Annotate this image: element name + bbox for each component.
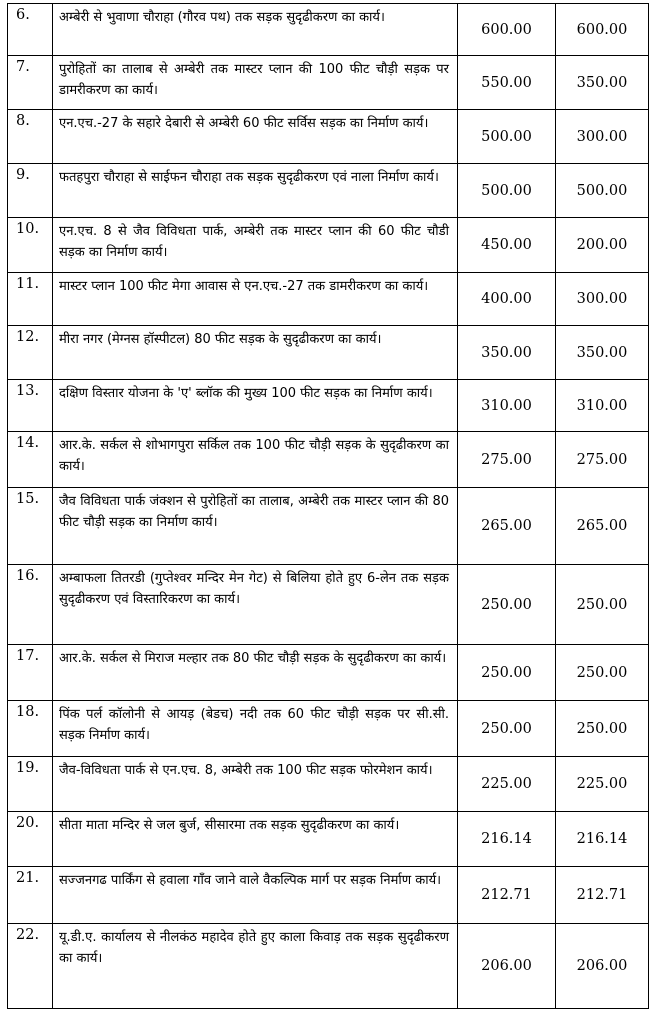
table-row — [8, 645, 649, 701]
amount-allocated: 216.14 — [556, 812, 649, 867]
table-row — [8, 867, 649, 924]
work-description: मास्टर प्लान 100 फीट मेगा आवास से एन.एच.-27 तक डामरीकरण का कार्य। — [53, 273, 458, 326]
amount-allocated: 300.00 — [556, 110, 649, 164]
amount-sanctioned: 600.00 — [458, 4, 556, 56]
row-number: 18. — [8, 701, 53, 757]
table-row — [8, 757, 649, 812]
amount-allocated: 250.00 — [556, 645, 649, 701]
table-body — [8, 4, 649, 1009]
amount-sanctioned: 310.00 — [458, 380, 556, 432]
row-number: 7. — [8, 56, 53, 110]
amount-allocated: 600.00 — [556, 4, 649, 56]
table-row — [8, 218, 649, 273]
amount-allocated: 250.00 — [556, 565, 649, 645]
table-row — [8, 4, 649, 56]
work-description: दक्षिण विस्तार योजना के 'ए' ब्लॉक की मुख्य 100 फीट सड़क का निर्माण कार्य। — [53, 380, 458, 432]
work-description: पुरोहितों का तालाब से अम्बेरी तक मास्टर प्लान की 100 फीट चौड़ी सड़क पर डामरीकरण का कार्य। — [53, 56, 458, 110]
amount-sanctioned: 250.00 — [458, 701, 556, 757]
table-row — [8, 326, 649, 380]
amount-allocated: 250.00 — [556, 701, 649, 757]
work-description: जैव विविधता पार्क जंक्शन से पुरोहितों का तालाब, अम्बेरी तक मास्टर प्लान की 80 फीट चौड़ी सड़क का निर्माण कार्य। — [53, 488, 458, 565]
row-number: 22. — [8, 924, 53, 1009]
row-number: 12. — [8, 326, 53, 380]
table-row — [8, 380, 649, 432]
work-description: एन.एच. 8 से जैव विविधता पार्क, अम्बेरी तक मास्टर प्लान की 60 फीट चौडी सड़क का निर्माण कार्य। — [53, 218, 458, 273]
amount-allocated: 310.00 — [556, 380, 649, 432]
amount-allocated: 500.00 — [556, 164, 649, 218]
row-number: 17. — [8, 645, 53, 701]
work-description: सज्जनगढ पार्किंग से हवाला गाँव जाने वाले वैकल्पिक मार्ग पर सड़क निर्माण कार्य। — [53, 867, 458, 924]
work-description: आर.के. सर्कल से मिराज मल्हार तक 80 फीट चौड़ी सड़क के सुदृढीकरण का कार्य। — [53, 645, 458, 701]
table-row — [8, 701, 649, 757]
amount-sanctioned: 350.00 — [458, 326, 556, 380]
amount-sanctioned: 212.71 — [458, 867, 556, 924]
amount-sanctioned: 216.14 — [458, 812, 556, 867]
work-description: अम्बाफला तितरडी (गुप्तेश्वर मन्दिर मेन गेट) से बिलिया होते हुए 6-लेन तक सड़क सुदृढीकरण एवं विस्तारिकरण का कार्य। — [53, 565, 458, 645]
amount-sanctioned: 206.00 — [458, 924, 556, 1009]
table-row — [8, 565, 649, 645]
row-number: 16. — [8, 565, 53, 645]
amount-allocated: 265.00 — [556, 488, 649, 565]
row-number: 19. — [8, 757, 53, 812]
amount-allocated: 275.00 — [556, 432, 649, 488]
table-row — [8, 273, 649, 326]
amount-allocated: 350.00 — [556, 326, 649, 380]
row-number: 15. — [8, 488, 53, 565]
row-number: 14. — [8, 432, 53, 488]
amount-allocated: 300.00 — [556, 273, 649, 326]
table-row — [8, 432, 649, 488]
amount-sanctioned: 400.00 — [458, 273, 556, 326]
row-number: 21. — [8, 867, 53, 924]
amount-sanctioned: 500.00 — [458, 164, 556, 218]
table-row — [8, 56, 649, 110]
table-row — [8, 488, 649, 565]
work-description: यू.डी.ए. कार्यालय से नीलकंठ महादेव होते हुए काला किवाड़ तक सड़क सुदृढीकरण का कार्य। — [53, 924, 458, 1009]
work-description: जैव-विविधता पार्क से एन.एच. 8, अम्बेरी तक 100 फीट सड़क फोरमेशन कार्य। — [53, 757, 458, 812]
row-number: 8. — [8, 110, 53, 164]
work-description: एन.एच.-27 के सहारे देबारी से अम्बेरी 60 फीट सर्विस सड़क का निर्माण कार्य। — [53, 110, 458, 164]
work-description: अम्बेरी से भुवाणा चौराहा (गौरव पथ) तक सड़क सुदृढीकरण का कार्य। — [53, 4, 458, 56]
row-number: 13. — [8, 380, 53, 432]
amount-allocated: 225.00 — [556, 757, 649, 812]
amount-sanctioned: 275.00 — [458, 432, 556, 488]
amount-sanctioned: 225.00 — [458, 757, 556, 812]
table-row — [8, 924, 649, 1009]
work-description: सीता माता मन्दिर से जल बुर्ज, सीसारमा तक सड़क सुदृढीकरण का कार्य। — [53, 812, 458, 867]
works-table — [7, 3, 649, 1009]
work-description: मीरा नगर (मेग्नस हॉस्पीटल) 80 फीट सड़क के सुदृढीकरण का कार्य। — [53, 326, 458, 380]
work-description: फतहपुरा चौराहा से साईफन चौराहा तक सड़क सुदृढीकरण एवं नाला निर्माण कार्य। — [53, 164, 458, 218]
amount-allocated: 206.00 — [556, 924, 649, 1009]
row-number: 11. — [8, 273, 53, 326]
table-row — [8, 110, 649, 164]
amount-allocated: 212.71 — [556, 867, 649, 924]
amount-allocated: 350.00 — [556, 56, 649, 110]
work-description: पिंक पर्ल कॉलोनी से आयड़ (बेडच) नदी तक 60 फीट चौड़ी सड़क पर सी.सी. सड़क निर्माण कार्य। — [53, 701, 458, 757]
row-number: 10. — [8, 218, 53, 273]
table-row — [8, 812, 649, 867]
amount-sanctioned: 265.00 — [458, 488, 556, 565]
amount-sanctioned: 250.00 — [458, 645, 556, 701]
row-number: 9. — [8, 164, 53, 218]
row-number: 6. — [8, 4, 53, 56]
work-description: आर.के. सर्कल से शोभागपुरा सर्किल तक 100 फीट चौड़ी सड़क के सुदृढीकरण का कार्य। — [53, 432, 458, 488]
table-row — [8, 164, 649, 218]
amount-sanctioned: 450.00 — [458, 218, 556, 273]
amount-sanctioned: 550.00 — [458, 56, 556, 110]
amount-allocated: 200.00 — [556, 218, 649, 273]
amount-sanctioned: 500.00 — [458, 110, 556, 164]
amount-sanctioned: 250.00 — [458, 565, 556, 645]
row-number: 20. — [8, 812, 53, 867]
